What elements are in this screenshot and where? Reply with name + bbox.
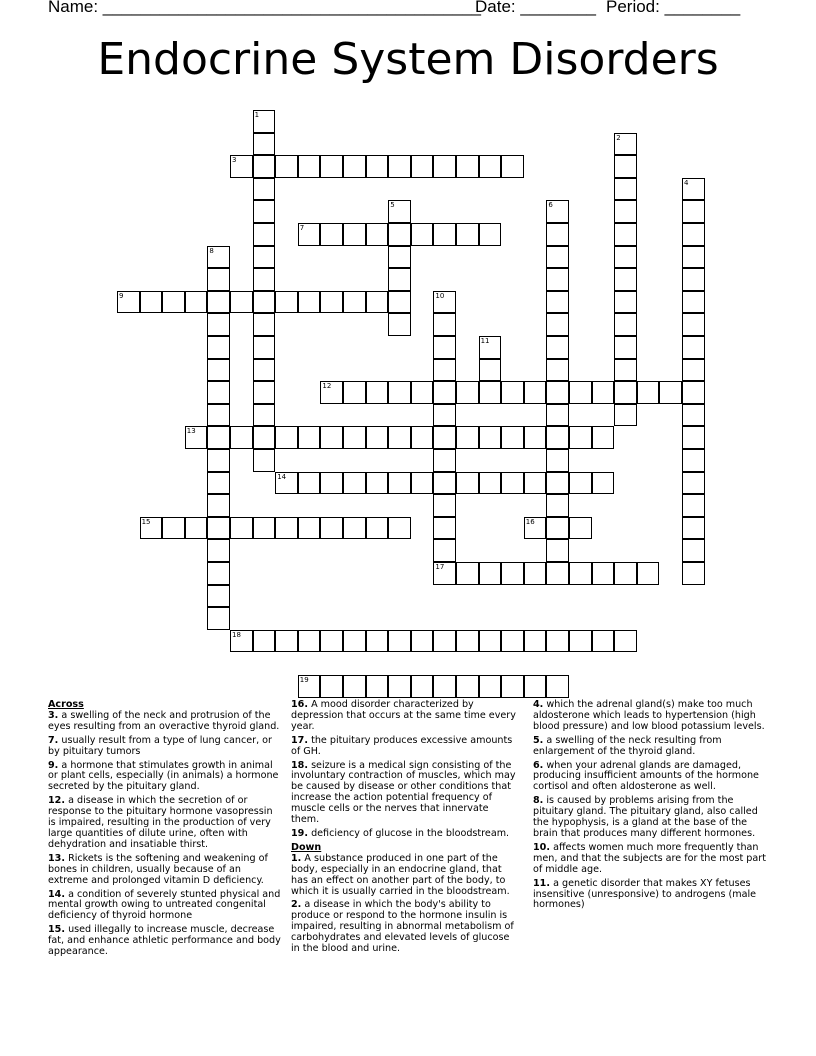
clue-number-15: 15 [141, 517, 151, 526]
grid-cell[interactable] [433, 675, 456, 698]
grid-cell[interactable] [207, 449, 230, 472]
grid-cell[interactable] [185, 517, 208, 540]
grid-cell[interactable] [320, 291, 343, 314]
grid-cell[interactable] [546, 359, 569, 382]
grid-cell[interactable] [479, 675, 502, 698]
grid-cell[interactable] [546, 336, 569, 359]
grid-cell[interactable] [433, 472, 456, 495]
clue-across-7: 7. usually result from a type of lung cancer, or by pituitary tumors [48, 734, 272, 757]
grid-cell[interactable] [366, 630, 389, 653]
grid-cell[interactable] [546, 562, 569, 585]
grid-cell[interactable] [298, 291, 321, 314]
grid-cell[interactable] [501, 630, 524, 653]
grid-cell[interactable] [637, 562, 660, 585]
grid-cell[interactable] [479, 562, 502, 585]
grid-cell[interactable] [614, 155, 637, 178]
clue-number-14: 14 [277, 472, 287, 481]
grid-cell[interactable] [298, 630, 321, 653]
grid-cell[interactable] [682, 472, 705, 495]
grid-cell[interactable] [185, 426, 208, 449]
grid-cell[interactable] [411, 155, 434, 178]
grid-cell[interactable] [320, 155, 343, 178]
grid-cell[interactable] [343, 291, 366, 314]
grid-cell[interactable] [546, 200, 569, 223]
grid-cell[interactable] [592, 381, 615, 404]
grid-cell[interactable] [501, 155, 524, 178]
grid-cell[interactable] [546, 381, 569, 404]
clue-across-19: 19. deficiency of glucose in the bloodstream. [291, 827, 510, 839]
grid-cell[interactable] [479, 223, 502, 246]
grid-cell[interactable] [479, 426, 502, 449]
clue-number-10: 10 [435, 291, 445, 300]
grid-cell[interactable] [320, 675, 343, 698]
grid-cell[interactable] [207, 539, 230, 562]
grid-cell[interactable] [456, 562, 479, 585]
clue-down-11: 11. a genetic disorder that makes XY fetuses insensitive (unresponsive) to androgens (male hormones) [533, 877, 757, 911]
grid-cell[interactable] [501, 426, 524, 449]
grid-cell[interactable] [253, 133, 276, 156]
grid-cell[interactable] [682, 404, 705, 427]
grid-cell[interactable] [366, 381, 389, 404]
clue-number-16: 16 [525, 517, 535, 526]
grid-cell[interactable] [614, 359, 637, 382]
grid-cell[interactable] [366, 223, 389, 246]
grid-cell[interactable] [207, 494, 230, 517]
grid-cell[interactable] [569, 426, 592, 449]
grid-cell[interactable] [546, 291, 569, 314]
grid-cell[interactable] [433, 404, 456, 427]
grid-cell[interactable] [275, 472, 298, 495]
period-field[interactable]: Period: ________ [606, 0, 741, 16]
grid-cell[interactable] [479, 381, 502, 404]
grid-cell[interactable] [592, 630, 615, 653]
grid-cell[interactable] [343, 223, 366, 246]
grid-cell[interactable] [682, 539, 705, 562]
grid-cell[interactable] [207, 313, 230, 336]
grid-cell[interactable] [343, 472, 366, 495]
grid-cell[interactable] [275, 517, 298, 540]
grid-cell[interactable] [253, 313, 276, 336]
grid-cell[interactable] [682, 336, 705, 359]
grid-cell[interactable] [388, 223, 411, 246]
grid-cell[interactable] [253, 268, 276, 291]
clue-across-15: 15. used illegally to increase muscle, decrease fat, and enhance athletic performance and body appearance. [48, 924, 281, 958]
grid-cell[interactable] [682, 426, 705, 449]
grid-cell[interactable] [343, 517, 366, 540]
grid-cell[interactable] [253, 178, 276, 201]
clue-number-8: 8 [209, 246, 214, 255]
clue-across-13: 13. Rickets is the softening and weakening of bones in children, usually because of an extreme and prolonged vitamin D deficiency. [48, 852, 268, 886]
grid-cell[interactable] [546, 268, 569, 291]
grid-cell[interactable] [682, 291, 705, 314]
grid-cell[interactable] [524, 630, 547, 653]
grid-cell[interactable] [569, 472, 592, 495]
grid-cell[interactable] [366, 472, 389, 495]
grid-cell[interactable] [388, 155, 411, 178]
grid-cell[interactable] [207, 517, 230, 540]
grid-cell[interactable] [162, 291, 185, 314]
grid-cell[interactable] [298, 223, 321, 246]
grid-cell[interactable] [253, 200, 276, 223]
grid-cell[interactable] [162, 517, 185, 540]
grid-cell[interactable] [411, 426, 434, 449]
grid-cell[interactable] [546, 313, 569, 336]
grid-cell[interactable] [433, 539, 456, 562]
grid-cell[interactable] [343, 381, 366, 404]
grid-cell[interactable] [343, 155, 366, 178]
clue-down-4: 4. which the adrenal gland(s) make too much aldosterone which leads to hypertension (high blood pressure) and low blood potassium levels. [533, 699, 765, 732]
grid-cell[interactable] [253, 426, 276, 449]
clue-across-18: 18. seizure is a medical sign consisting of the involuntary contraction of muscles, which may be caused by disease or other conditions that increase the action potential frequency of muscle cells or the nerves that innervate them. [291, 759, 516, 826]
grid-cell[interactable] [207, 585, 230, 608]
grid-cell[interactable] [456, 426, 479, 449]
grid-cell[interactable] [546, 675, 569, 698]
clue-down-1: 1. A substance produced in one part of the body, especially in an endocrine gland, that has an effect on another part of the body, to which it is usually carried in the bloodstream. [291, 852, 510, 897]
grid-cell[interactable] [546, 404, 569, 427]
grid-cell[interactable] [320, 426, 343, 449]
grid-cell[interactable] [479, 155, 502, 178]
clue-number-5: 5 [390, 201, 395, 210]
grid-cell[interactable] [524, 562, 547, 585]
grid-cell[interactable] [433, 359, 456, 382]
grid-cell[interactable] [253, 404, 276, 427]
grid-cell[interactable] [388, 426, 411, 449]
grid-cell[interactable] [433, 223, 456, 246]
grid-cell[interactable] [546, 223, 569, 246]
clue-number-11: 11 [480, 337, 490, 345]
grid-cell[interactable] [682, 178, 705, 201]
clue-down-2: 2. a disease in which the body's ability to produce or respond to the hormone insulin is impaired, resulting in abnormal metabolism of carbohydrates and elevated levels of glucose in the blood and urine. [291, 899, 514, 955]
clue-number-7: 7 [299, 224, 305, 232]
grid-cell[interactable] [388, 246, 411, 269]
grid-cell[interactable] [230, 630, 253, 653]
clue-down-6: 6. when your adrenal glands are damaged, producing insufficient amounts of the hormone cortisol and often aldosterone as well. [533, 759, 759, 793]
grid-cell[interactable] [275, 630, 298, 653]
clue-across-17: 17. the pituitary produces excessive amounts of GH. [291, 734, 513, 757]
grid-cell[interactable] [456, 381, 479, 404]
clue-number-1: 1 [254, 111, 260, 119]
grid-cell[interactable] [614, 404, 637, 427]
grid-cell[interactable] [614, 381, 637, 404]
grid-cell[interactable] [366, 675, 389, 698]
grid-cell[interactable] [479, 336, 502, 359]
grid-cell[interactable] [207, 336, 230, 359]
clues-column-2 [291, 700, 519, 958]
grid-cell[interactable] [546, 246, 569, 269]
grid-cell[interactable] [366, 517, 389, 540]
grid-cell[interactable] [456, 675, 479, 698]
grid-cell[interactable] [682, 494, 705, 517]
grid-cell[interactable] [479, 472, 502, 495]
grid-cell[interactable] [207, 291, 230, 314]
grid-cell[interactable] [682, 381, 705, 404]
grid-cell[interactable] [569, 381, 592, 404]
grid-cell[interactable] [501, 675, 524, 698]
grid-cell[interactable] [388, 630, 411, 653]
grid-cell[interactable] [207, 268, 230, 291]
clue-number-6: 6 [548, 201, 553, 210]
grid-cell[interactable] [682, 246, 705, 269]
grid-cell[interactable] [230, 155, 253, 178]
grid-cell[interactable] [207, 359, 230, 382]
grid-cell[interactable] [320, 472, 343, 495]
grid-cell[interactable] [320, 517, 343, 540]
grid-cell[interactable] [592, 426, 615, 449]
grid-cell[interactable] [207, 381, 230, 404]
grid-cell[interactable] [298, 472, 321, 495]
grid-cell[interactable] [253, 336, 276, 359]
grid-cell[interactable] [275, 426, 298, 449]
grid-cell[interactable] [117, 291, 140, 314]
grid-cell[interactable] [546, 494, 569, 517]
grid-cell[interactable] [433, 426, 456, 449]
grid-cell[interactable] [207, 562, 230, 585]
grid-cell[interactable] [479, 630, 502, 653]
grid-cell[interactable] [614, 223, 637, 246]
grid-cell[interactable] [298, 517, 321, 540]
grid-cell[interactable] [546, 630, 569, 653]
clues-column-3 [533, 700, 769, 914]
grid-cell[interactable] [682, 313, 705, 336]
grid-cell[interactable] [207, 607, 230, 630]
grid-cell[interactable] [456, 630, 479, 653]
grid-cell[interactable] [207, 246, 230, 269]
across-heading: Across [48, 699, 84, 710]
grid-cell[interactable] [298, 675, 321, 698]
grid-cell[interactable] [320, 381, 343, 404]
grid-cell[interactable] [614, 630, 637, 653]
grid-cell[interactable] [140, 517, 163, 540]
clue-across-9: 9. a hormone that stimulates growth in animal or plant cells, especially (in animals) a hormone secreted by the pituitary gland. [48, 759, 279, 793]
grid-cell[interactable] [546, 426, 569, 449]
grid-cell[interactable] [592, 562, 615, 585]
grid-cell[interactable] [659, 381, 682, 404]
clue-across-3: 3. a swelling of the neck and protrusion of the eyes resulting from an overactive thyroid gland. [48, 709, 280, 732]
grid-cell[interactable] [253, 381, 276, 404]
grid-cell[interactable] [614, 178, 637, 201]
grid-cell[interactable] [411, 675, 434, 698]
grid-cell[interactable] [185, 291, 208, 314]
grid-cell[interactable] [524, 426, 547, 449]
grid-cell[interactable] [433, 381, 456, 404]
grid-cell[interactable] [501, 562, 524, 585]
grid-cell[interactable] [546, 449, 569, 472]
grid-cell[interactable] [411, 630, 434, 653]
grid-cell[interactable] [253, 155, 276, 178]
grid-cell[interactable] [614, 562, 637, 585]
grid-cell[interactable] [524, 675, 547, 698]
grid-cell[interactable] [569, 562, 592, 585]
grid-cell[interactable] [253, 110, 276, 133]
grid-cell[interactable] [433, 630, 456, 653]
grid-cell[interactable] [524, 381, 547, 404]
clue-number-18: 18 [232, 630, 241, 639]
grid-cell[interactable] [614, 133, 637, 156]
grid-cell[interactable] [614, 268, 637, 291]
clue-down-10: 10. affects women much more frequently than men, and that the subjects are for the most part of middle age. [533, 841, 766, 875]
grid-cell[interactable] [614, 313, 637, 336]
date-field[interactable]: Date: ________ [475, 0, 596, 16]
grid-cell[interactable] [411, 381, 434, 404]
grid-cell[interactable] [298, 426, 321, 449]
page-title: Endocrine System Disorders [97, 34, 719, 85]
clue-number-17: 17 [435, 563, 445, 571]
grid-cell[interactable] [682, 200, 705, 223]
grid-cell[interactable] [546, 472, 569, 495]
grid-cell[interactable] [343, 675, 366, 698]
grid-cell[interactable] [388, 268, 411, 291]
grid-cell[interactable] [253, 517, 276, 540]
grid-cell[interactable] [253, 291, 276, 314]
clue-number-12: 12 [322, 382, 332, 391]
grid-cell[interactable] [456, 223, 479, 246]
grid-cell[interactable] [253, 449, 276, 472]
grid-cell[interactable] [230, 426, 253, 449]
grid-cell[interactable] [433, 155, 456, 178]
grid-cell[interactable] [388, 381, 411, 404]
grid-cell[interactable] [637, 381, 660, 404]
clue-number-9: 9 [119, 291, 124, 300]
grid-cell[interactable] [433, 336, 456, 359]
grid-cell[interactable] [682, 517, 705, 540]
grid-cell[interactable] [682, 562, 705, 585]
clue-across-14: 14. a condition of severely stunted physical and mental growth owing to untreated congenital deficiency of thyroid hormone [48, 888, 281, 922]
grid-cell[interactable] [207, 426, 230, 449]
grid-cell[interactable] [275, 291, 298, 314]
grid-cell[interactable] [524, 472, 547, 495]
grid-cell[interactable] [479, 359, 502, 382]
grid-cell[interactable] [366, 291, 389, 314]
clue-down-5: 5. a swelling of the neck resulting from enlargement of the thyroid gland. [533, 734, 722, 757]
grid-cell[interactable] [433, 494, 456, 517]
grid-cell[interactable] [433, 562, 456, 585]
grid-cell[interactable] [682, 359, 705, 382]
clue-number-2: 2 [616, 133, 621, 142]
clues-column-1 [48, 700, 282, 961]
clue-across-12: 12. a disease in which the secretion of or response to the pituitary hormone vasopressin is impaired, resulting in the production of very large quantities of dilute urine, often with dehydration and insatiable thirst. [48, 795, 273, 850]
grid-cell[interactable] [433, 449, 456, 472]
grid-cell[interactable] [614, 200, 637, 223]
grid-cell[interactable] [230, 291, 253, 314]
grid-cell[interactable] [569, 630, 592, 653]
grid-cell[interactable] [343, 630, 366, 653]
grid-cell[interactable] [366, 426, 389, 449]
grid-cell[interactable] [253, 359, 276, 382]
grid-cell[interactable] [343, 426, 366, 449]
grid-cell[interactable] [524, 517, 547, 540]
name-field[interactable]: Name: ________________________________________ [48, 0, 481, 16]
grid-cell[interactable] [253, 630, 276, 653]
grid-cell[interactable] [388, 472, 411, 495]
grid-cell[interactable] [388, 675, 411, 698]
grid-cell[interactable] [320, 223, 343, 246]
grid-cell[interactable] [388, 517, 411, 540]
grid-cell[interactable] [546, 517, 569, 540]
grid-cell[interactable] [275, 155, 298, 178]
grid-cell[interactable] [433, 313, 456, 336]
grid-cell[interactable] [140, 291, 163, 314]
grid-cell[interactable] [298, 155, 321, 178]
grid-cell[interactable] [230, 517, 253, 540]
grid-cell[interactable] [388, 313, 411, 336]
grid-cell[interactable] [433, 291, 456, 314]
grid-cell[interactable] [433, 517, 456, 540]
grid-cell[interactable] [569, 517, 592, 540]
grid-cell[interactable] [592, 472, 615, 495]
clue-across-16: 16. A mood disorder characterized by depression that occurs at the same time every year. [291, 699, 516, 732]
grid-cell[interactable] [682, 268, 705, 291]
grid-cell[interactable] [456, 472, 479, 495]
grid-cell[interactable] [320, 630, 343, 653]
grid-cell[interactable] [207, 404, 230, 427]
grid-cell[interactable] [411, 472, 434, 495]
grid-cell[interactable] [682, 449, 705, 472]
grid-cell[interactable] [546, 539, 569, 562]
clue-down-8: 8. is caused by problems arising from the pituitary gland. The pituitary gland, also called the hypophysis, is a gland at the base of the brain that produces many different hormones. [533, 795, 758, 839]
down-heading: Down [291, 841, 322, 853]
grid-cell[interactable] [456, 155, 479, 178]
grid-cell[interactable] [501, 381, 524, 404]
clue-number-3: 3 [232, 156, 237, 165]
grid-cell[interactable] [388, 291, 411, 314]
grid-cell[interactable] [388, 200, 411, 223]
grid-cell[interactable] [411, 223, 434, 246]
grid-cell[interactable] [614, 291, 637, 314]
grid-cell[interactable] [207, 472, 230, 495]
grid-cell[interactable] [366, 155, 389, 178]
clue-number-4: 4 [684, 178, 689, 187]
grid-cell[interactable] [501, 472, 524, 495]
grid-cell[interactable] [614, 336, 637, 359]
clue-number-19: 19 [299, 676, 309, 684]
grid-cell[interactable] [614, 246, 637, 269]
clue-number-13: 13 [186, 427, 196, 436]
grid-cell[interactable] [253, 223, 276, 246]
grid-cell[interactable] [682, 223, 705, 246]
grid-cell[interactable] [253, 246, 276, 269]
